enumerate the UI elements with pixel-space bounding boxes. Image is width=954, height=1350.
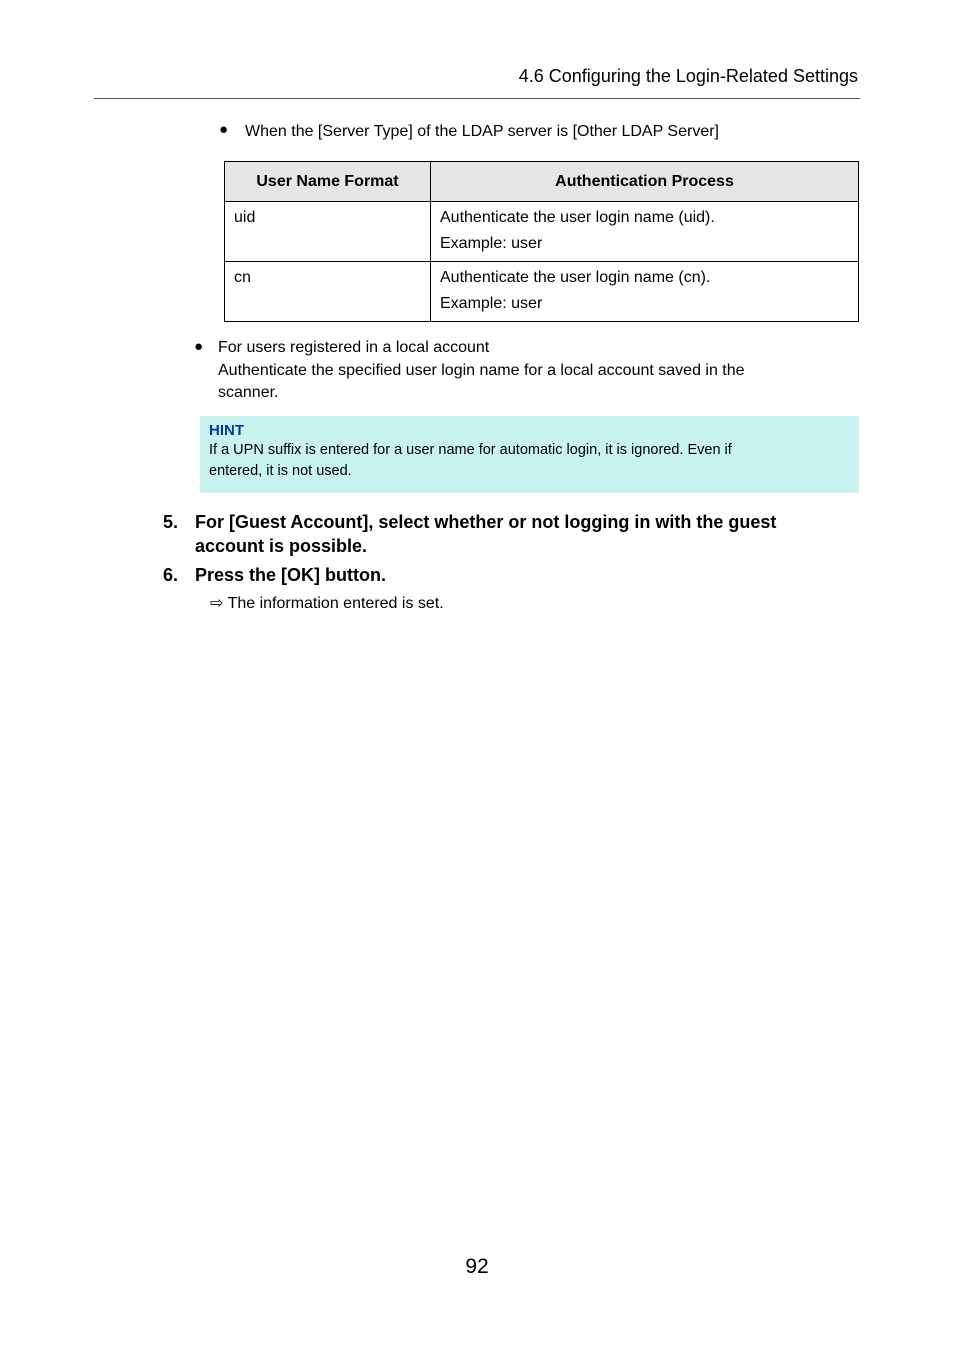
table-header-row — [225, 162, 859, 202]
bullet-other-ldap: When the [Server Type] of the LDAP server is [Other LDAP Server] — [245, 123, 719, 140]
process-line: Authenticate the user login name (uid). — [440, 209, 715, 226]
step-number: 5. — [163, 512, 179, 532]
cell-format: uid — [225, 202, 431, 262]
hint-box — [200, 416, 859, 493]
process-line: Authenticate the user login name (cn). — [440, 269, 711, 286]
user-name-format-table — [224, 161, 859, 322]
step-text-line1: For [Guest Account], select whether or not logging in with the guest — [195, 512, 777, 532]
cell-process — [431, 262, 859, 322]
bullet-icon: ● — [194, 338, 204, 355]
header-divider — [94, 98, 860, 99]
hint-text-line1: If a UPN suffix is entered for a user name for automatic login, it is ignored. Even if — [209, 442, 732, 458]
hint-text-line2: entered, it is not used. — [209, 463, 352, 479]
example-line: Example: user — [440, 235, 543, 252]
table-row — [225, 262, 859, 322]
cell-process — [431, 202, 859, 262]
result-arrow-icon: ⇨ — [210, 595, 224, 612]
result-line — [210, 593, 444, 615]
cell-format: cn — [225, 262, 431, 322]
step-6 — [0, 563, 954, 589]
local-account-desc-line2: scanner. — [218, 384, 279, 401]
page-number: 92 — [465, 1255, 489, 1278]
local-account-title: For users registered in a local account — [218, 339, 490, 356]
bullet-icon: ● — [219, 121, 229, 138]
header-user-name-format: User Name Format — [225, 162, 431, 202]
header-authentication-process: Authentication Process — [431, 162, 859, 202]
bullet-local-account — [218, 337, 838, 405]
step-text: Press the [OK] button. — [195, 565, 387, 585]
local-account-desc-line1: Authenticate the specified user login name for a local account saved in the — [218, 361, 745, 379]
step-text-line2: account is possible. — [195, 536, 368, 556]
hint-label: HINT — [209, 422, 244, 439]
step-number: 6. — [163, 565, 179, 585]
step-5 — [0, 510, 954, 560]
result-text: The information entered is set. — [227, 595, 444, 612]
table-row — [225, 202, 859, 262]
step-text — [195, 510, 845, 558]
example-line: Example: user — [440, 295, 543, 312]
section-title: 4.6 Configuring the Login-Related Settings — [518, 66, 858, 86]
